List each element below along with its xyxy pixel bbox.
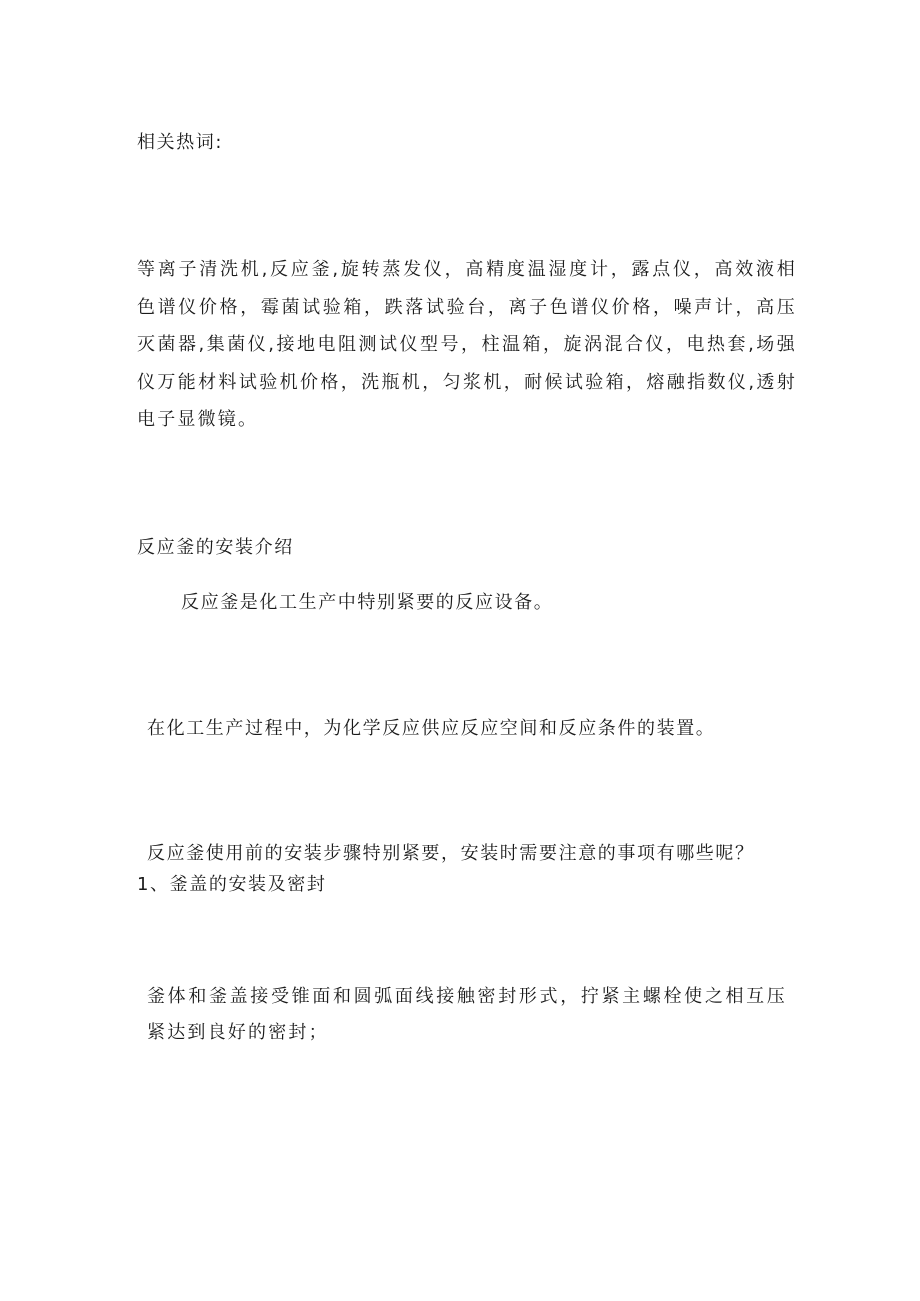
paragraph-intro: 反应釜是化工生产中特别紧要的反应设备。 (181, 592, 554, 613)
section-title: 反应釜的安装介绍 (137, 537, 294, 558)
paragraph-question: 反应釜使用前的安装步骤特别紧要，安装时需要注意的事项有哪些呢？ (147, 843, 755, 864)
sub-heading: 1、釜盖的安装及密封 (137, 874, 327, 895)
hot-words-paragraph: 等离子清洗机,反应釜,旋转蒸发仪，高精度温湿度计，露点仪，高效液相色谱仪价格，霉菌试验箱，跌落试验台，离子色谱仪价格，噪声计，高压灭菌器,集菌仪,接地电阻测试仪型号，柱温箱，旋涡混合仪，电热套,场强仪万能材料试验机价格，洗瓶机，匀浆机，耐候试验箱，熔融指数仪,透射电子显微镜。 (137, 259, 797, 431)
hot-words-title: 相关热词: (137, 132, 224, 153)
paragraph-definition: 在化工生产过程中，为化学反应供应反应空间和反应条件的装置。 (147, 718, 716, 739)
paragraph-seal: 釜体和釜盖接受锥面和圆弧面线接触密封形式，拧紧主螺栓使之相互压紧达到良好的密封； (147, 986, 787, 1043)
